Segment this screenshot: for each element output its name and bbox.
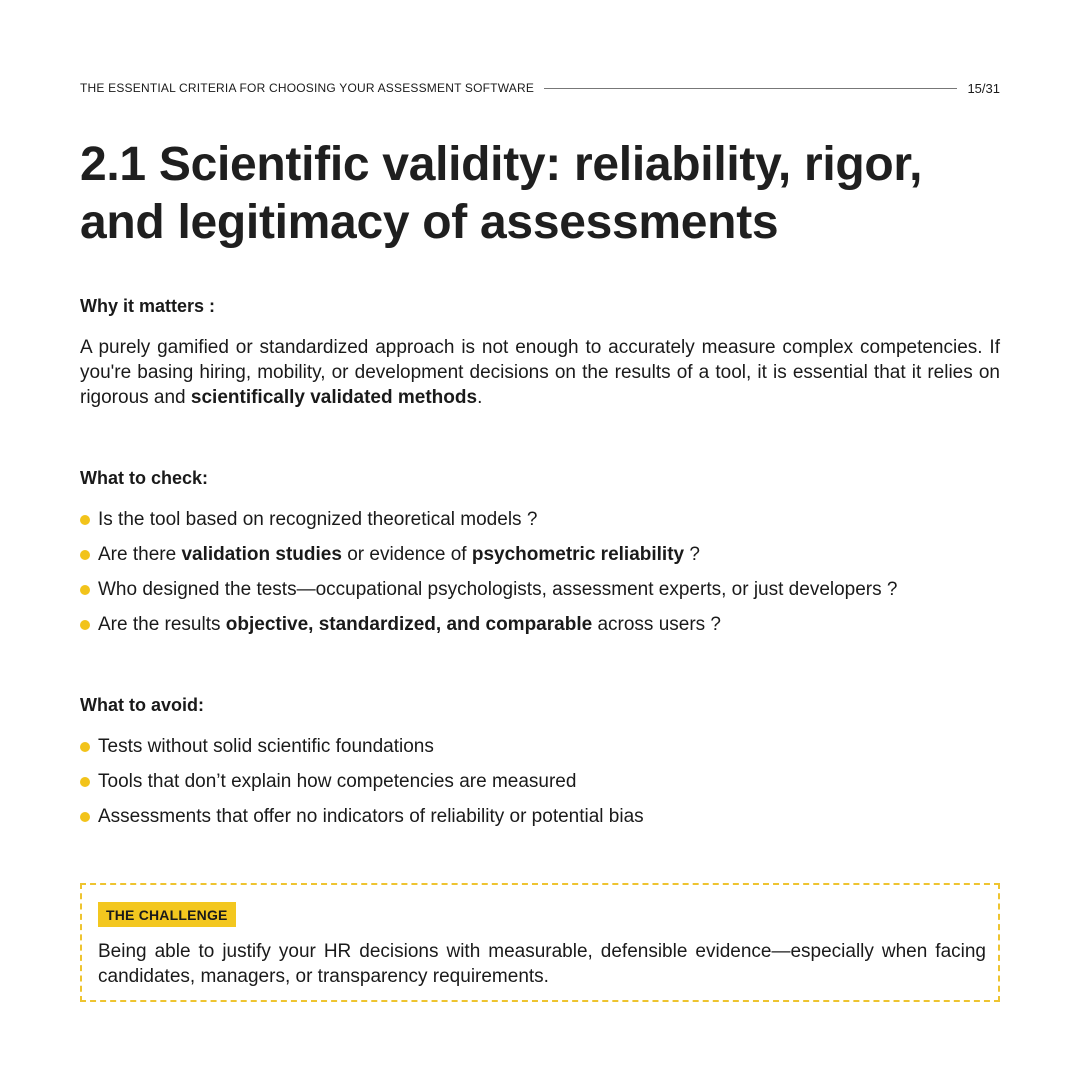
why-it-matters-text (80, 335, 1000, 410)
page-header (80, 80, 1000, 96)
what-to-check-label: What to check: (80, 468, 209, 488)
bullet-icon (80, 620, 90, 630)
why-bold: scientifically validated methods (190, 387, 478, 408)
check-2-b2: psychometric reliability (471, 544, 685, 565)
list-item (80, 507, 1000, 542)
check-2-c: or evidence of (341, 544, 472, 565)
bullet-icon (80, 812, 90, 822)
bullet-icon (80, 515, 90, 525)
list-item (80, 769, 1000, 804)
challenge-text: Being able to justify your HR decisions with measurable, defensible evidence—especially when facing candidates, managers, or transparency requirements. (98, 941, 986, 987)
check-2-a: Are there (98, 544, 182, 565)
bullet-icon (80, 585, 90, 595)
challenge-box (80, 883, 1000, 1002)
what-to-avoid-label: What to avoid: (80, 695, 204, 715)
avoid-1-text: Tests without solid scientific foundations (98, 736, 434, 757)
bullet-icon (80, 742, 90, 752)
check-4-c: across users ? (592, 614, 721, 635)
bullet-icon (80, 777, 90, 787)
list-item (80, 804, 1000, 839)
check-1-text: Is the tool based on recognized theoretical models ? (98, 509, 538, 530)
check-list (80, 507, 1000, 647)
check-4-b1: objective, standardized, and comparable (225, 614, 593, 635)
bullet-icon (80, 550, 90, 560)
check-2-d: ? (684, 544, 700, 565)
avoid-list (80, 734, 1000, 839)
check-4-a: Are the results (98, 614, 226, 635)
page-number: 15/31 (967, 80, 1000, 96)
list-item (80, 542, 1000, 577)
list-item (80, 612, 1000, 647)
page-title: 2.1 Scientific validity: reliability, rigor, and legitimacy of assessments (80, 138, 923, 249)
list-item (80, 577, 1000, 612)
list-item (80, 734, 1000, 769)
avoid-2-text: Tools that don’t explain how competencies are measured (98, 771, 577, 792)
check-2-b1: validation studies (181, 544, 342, 565)
header-title: THE ESSENTIAL CRITERIA FOR CHOOSING YOUR ASSESSMENT SOFTWARE (80, 81, 535, 95)
avoid-3-text: Assessments that offer no indicators of reliability or potential bias (98, 806, 644, 827)
check-3-text: Who designed the tests—occupational psychologists, assessment experts, or just developers ? (98, 579, 898, 600)
why-end: . (477, 387, 483, 408)
why-it-matters-label: Why it matters : (80, 296, 216, 316)
header-divider (544, 88, 957, 89)
challenge-badge: THE CHALLENGE (98, 902, 236, 927)
why-text: A purely gamified or standardized approach is not enough to accurately measure complex competencies. If you're basing hiring, mobility, or development decisions on the results of a tool, it is essential that it relies on rigorous and (80, 337, 1000, 408)
